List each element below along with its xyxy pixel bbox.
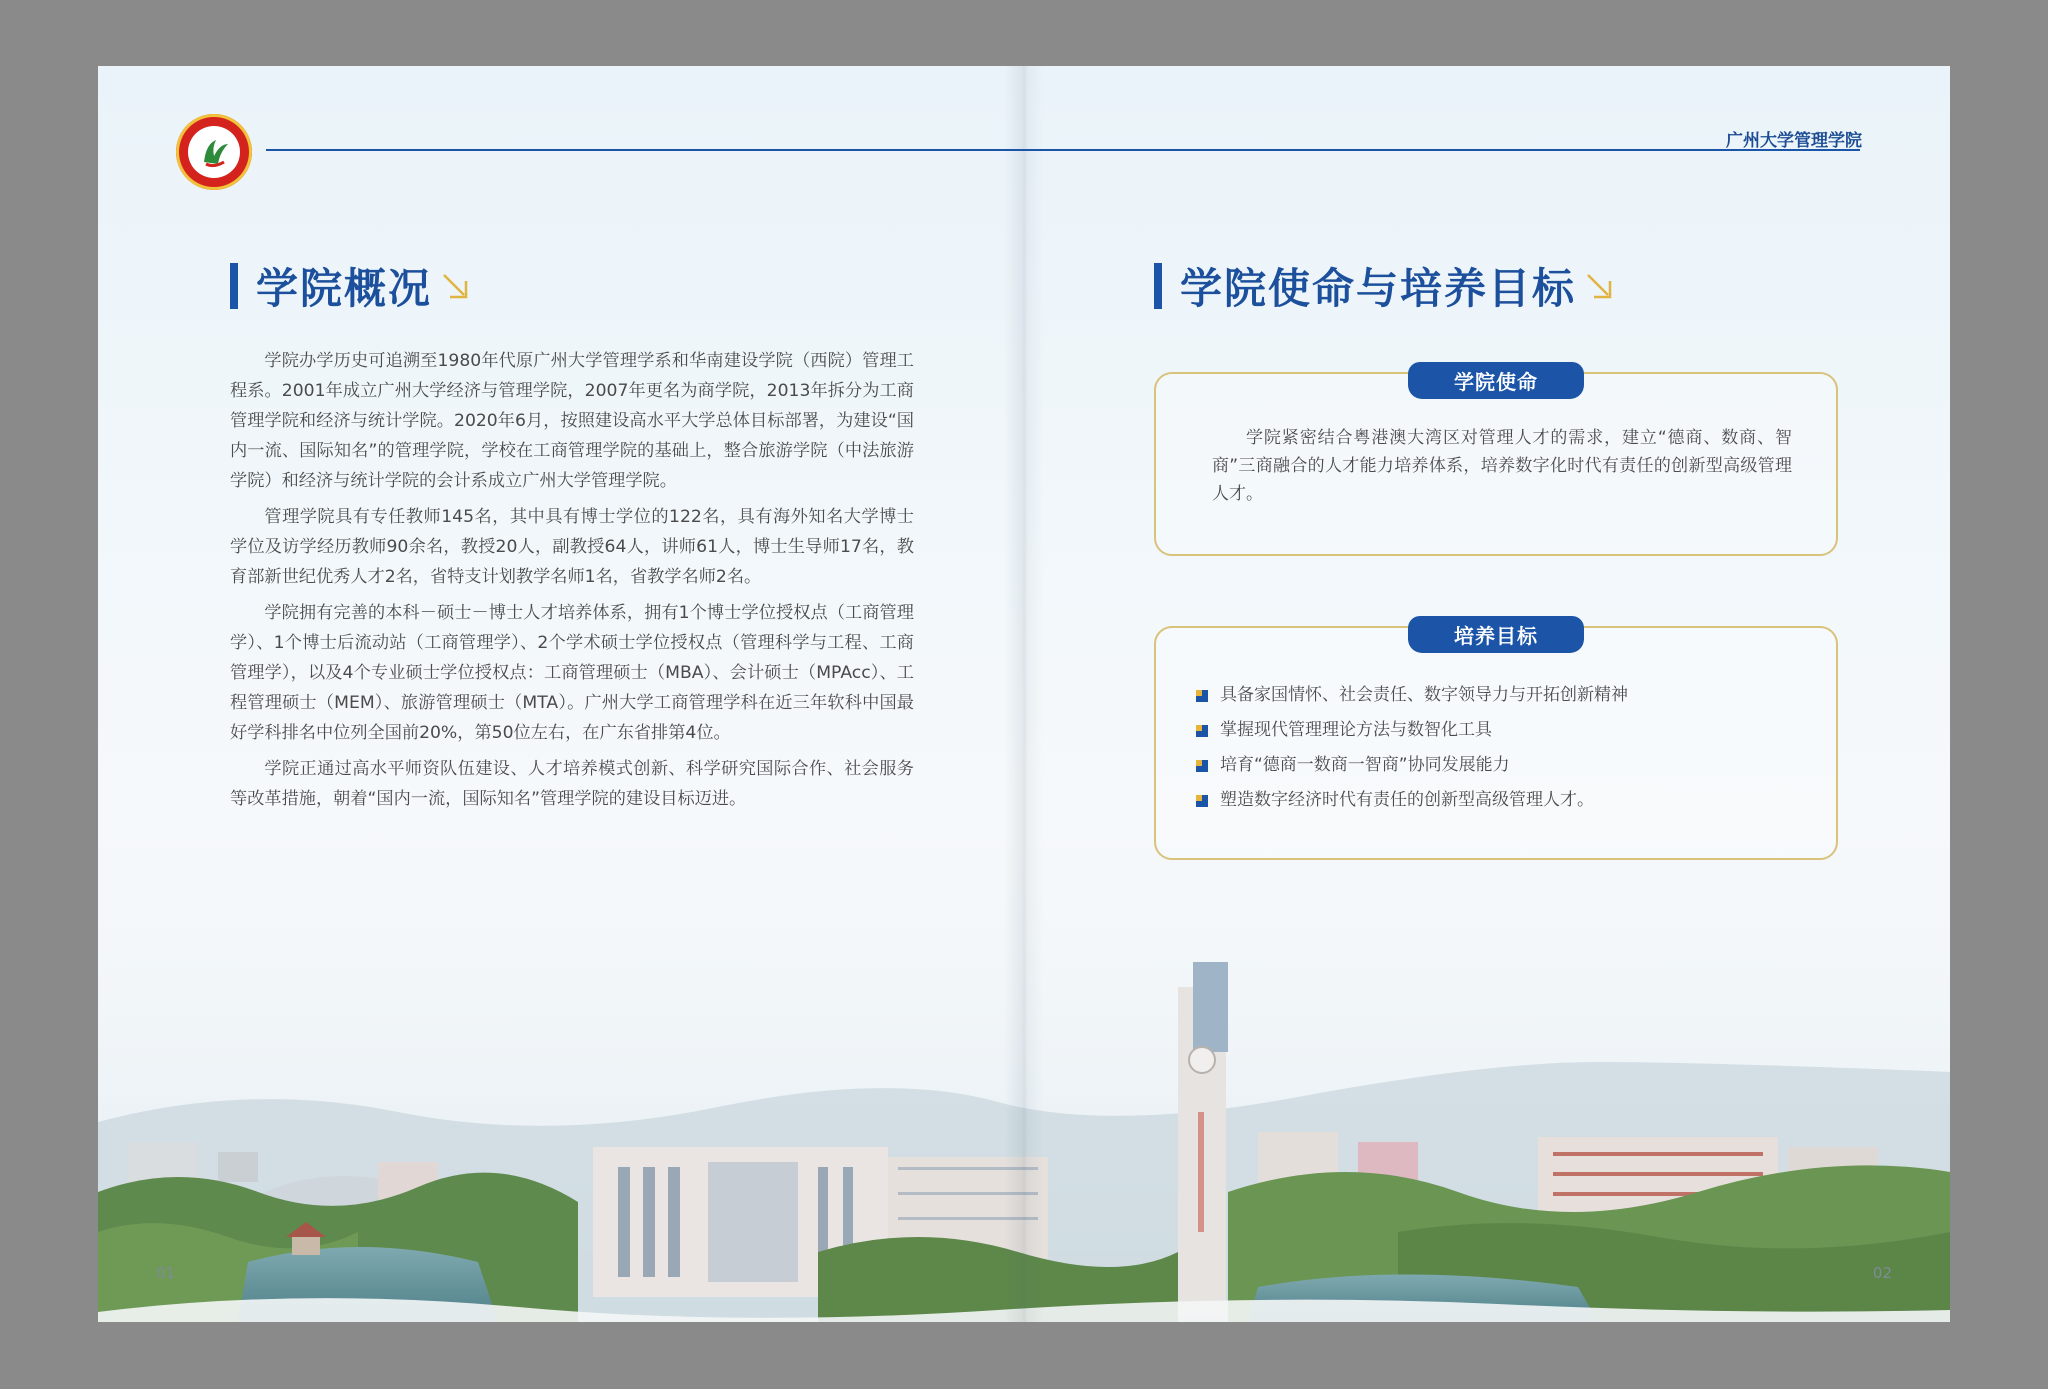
goals-box <box>1154 626 1838 860</box>
goal-text: 掌握现代管理理论方法与数智化工具 <box>1220 720 1492 740</box>
mission-text: 学院紧密结合粤港澳大湾区对管理人才的需求，建立“德商、数商、智商”三商融合的人才能力培养体系，培养数字化时代有责任的创新型高级管理人才。 <box>1212 428 1792 504</box>
section-title-text: 学院使命与培养目标 <box>1180 264 1577 313</box>
section-title-overview <box>230 256 470 316</box>
overview-paragraph: 管理学院具有专任教师145名，其中具有博士学位的122名，具有海外知名大学博士学位及访学经历教师90余名，教授20人，副教授64人，讲师61人，博士生导师17名，教育部新世纪优秀人才2名，省特支计划教学名师1名，省教学名师2名。 <box>230 507 914 587</box>
mission-box <box>1154 372 1838 556</box>
corner-arrow-icon <box>440 271 470 301</box>
goal-text: 塑造数字经济时代有责任的创新型高级管理人才。 <box>1220 790 1594 810</box>
goal-text: 培育“德商一数商一智商”协同发展能力 <box>1220 755 1510 775</box>
overview-body <box>230 346 914 820</box>
bullet-icon <box>1196 690 1208 702</box>
page-number-left: 01 <box>156 1264 176 1282</box>
bullet-icon <box>1196 725 1208 737</box>
section-title-mission <box>1154 256 1614 316</box>
bullet-icon <box>1196 760 1208 772</box>
overview-paragraph: 学院拥有完善的本科－硕士－博士人才培养体系，拥有1个博士学位授权点（工商管理学）、1个博士后流动站（工商管理学）、2个学术硕士学位授权点（管理科学与工程、工商管理学），以及4个专业硕士学位授权点：工商管理硕士（MBA）、会计硕士（MPAcc）、工程管理硕士（MEM）、旅游管理硕士（MTA）。广州大学工商管理学科在近三年软科中国最好学科排名中位列全国前20%，第50位左右，在广东省排第4位。 <box>230 603 914 743</box>
goal-item <box>1196 748 1628 783</box>
right-page <box>1024 66 1950 1322</box>
goal-item <box>1196 678 1628 713</box>
mission-tab: 学院使命 <box>1408 362 1584 399</box>
section-title-text: 学院概况 <box>256 264 433 313</box>
goals-list <box>1196 678 1628 818</box>
brochure-spread <box>98 66 1950 1322</box>
bullet-icon <box>1196 795 1208 807</box>
title-bar <box>230 263 238 309</box>
goals-tab: 培养目标 <box>1408 616 1584 653</box>
overview-paragraph: 学院办学历史可追溯至1980年代原广州大学管理学系和华南建设学院（西院）管理工程系。2001年成立广州大学经济与管理学院，2007年更名为商学院，2013年拆分为工商管理学院和经济与统计学院。2020年6月，按照建设高水平大学总体目标部署，为建设“国内一流、国际知名”的管理学院，学校在工商管理学院的基础上，整合旅游学院（中法旅游学院）和经济与统计学院的会计系成立广州大学管理学院。 <box>230 351 914 491</box>
overview-paragraph: 学院正通过高水平师资队伍建设、人才培养模式创新、科学研究国际合作、社会服务等改革措施，朝着“国内一流，国际知名”管理学院的建设目标迈进。 <box>230 759 914 809</box>
goal-item <box>1196 713 1628 748</box>
left-page <box>98 66 1024 1322</box>
corner-arrow-icon <box>1584 271 1614 301</box>
goal-text: 具备家国情怀、社会责任、数字领导力与开拓创新精神 <box>1220 685 1628 705</box>
page-number-right: 02 <box>1872 1264 1892 1282</box>
goal-item <box>1196 783 1628 818</box>
header-school-name: 广州大学管理学院 <box>1726 131 1862 150</box>
title-bar <box>1154 263 1162 309</box>
